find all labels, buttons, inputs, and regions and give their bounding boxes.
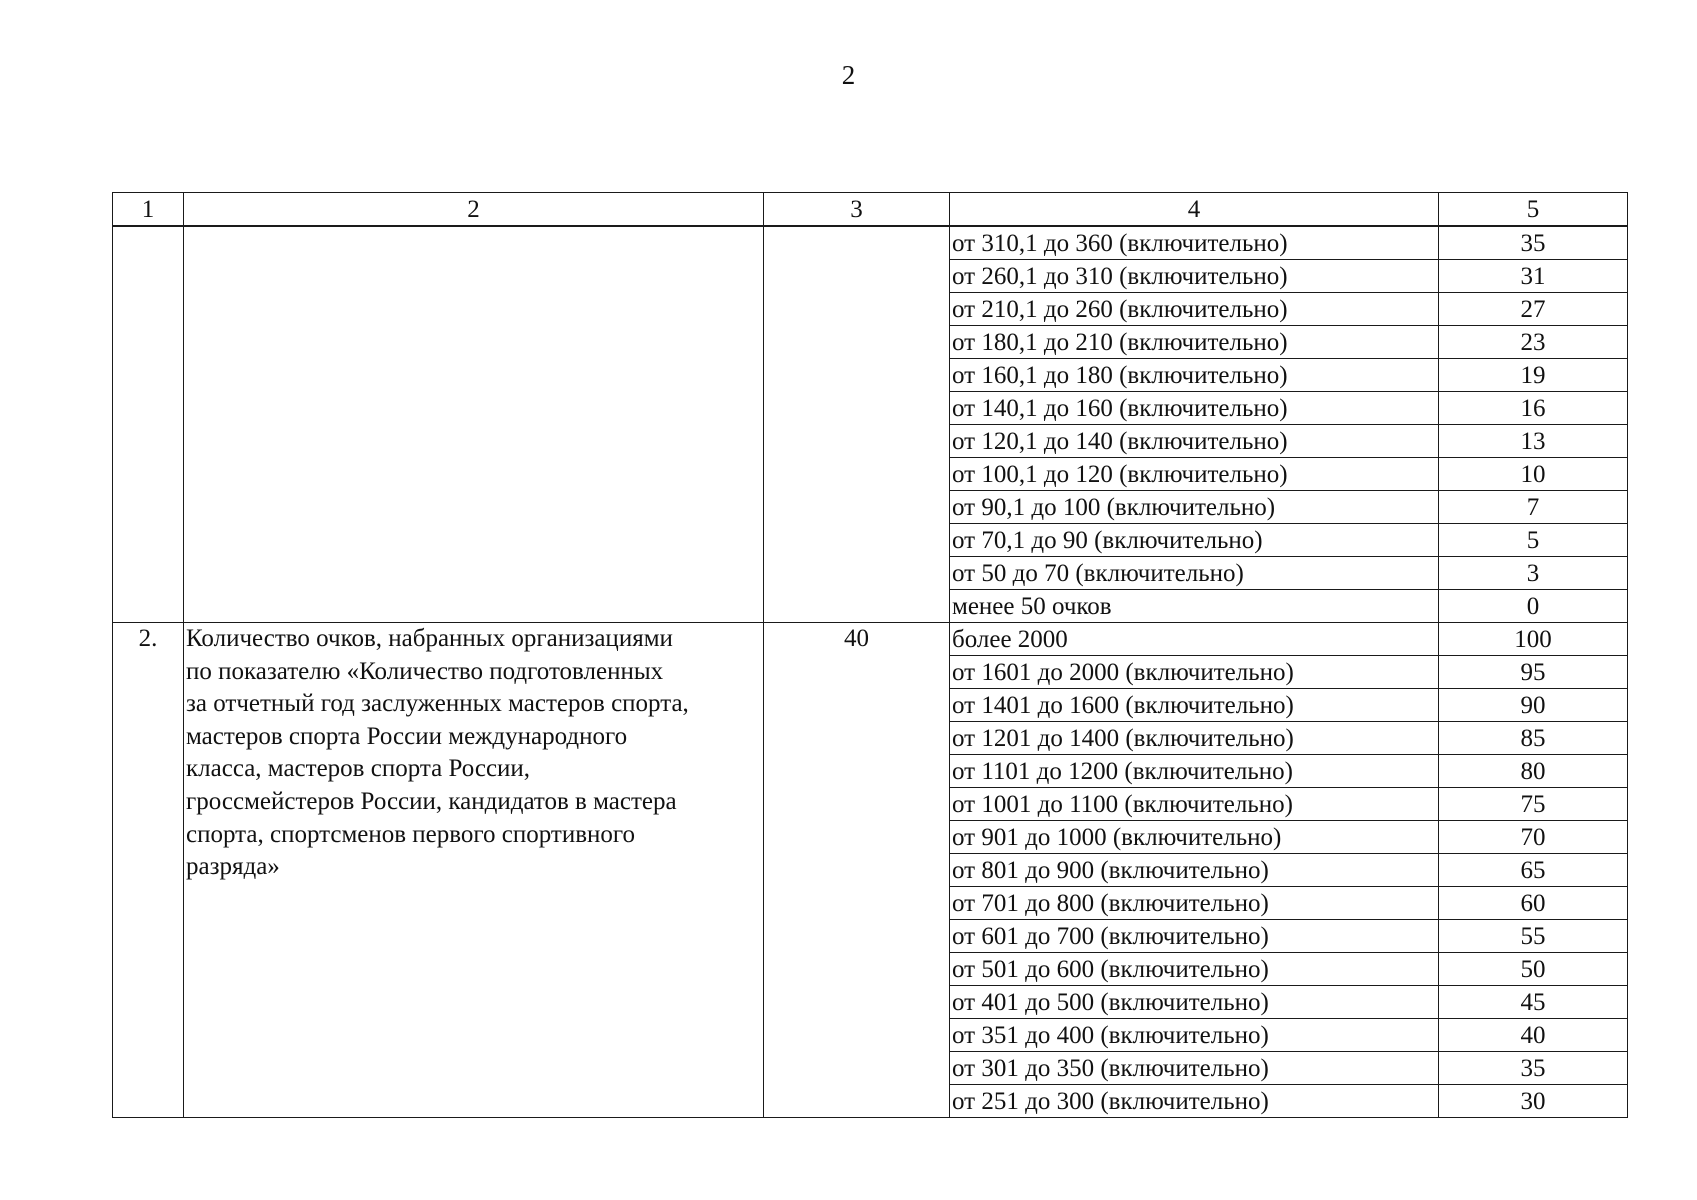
range-cell: от 160,1 до 180 (включительно) xyxy=(950,359,1439,392)
score-cell: 3 xyxy=(1439,557,1628,590)
score-cell: 65 xyxy=(1439,854,1628,887)
score-cell: 0 xyxy=(1439,590,1628,623)
range-cell: от 100,1 до 120 (включительно) xyxy=(950,458,1439,491)
range-cell: от 401 до 500 (включительно) xyxy=(950,986,1439,1019)
range-cell: от 50 до 70 (включительно) xyxy=(950,557,1439,590)
range-cell: от 180,1 до 210 (включительно) xyxy=(950,326,1439,359)
indicator-name-line: по показателю «Количество подготовленных xyxy=(186,657,664,685)
score-cell: 70 xyxy=(1439,821,1628,854)
range-cell: от 70,1 до 90 (включительно) xyxy=(950,524,1439,557)
score-cell: 55 xyxy=(1439,920,1628,953)
score-cell: 13 xyxy=(1439,425,1628,458)
score-cell: 30 xyxy=(1439,1085,1628,1118)
column-number-5: 5 xyxy=(1439,193,1628,227)
range-cell: от 701 до 800 (включительно) xyxy=(950,887,1439,920)
column-number-4: 4 xyxy=(950,193,1439,227)
indicator-name-line: разряда» xyxy=(186,853,280,881)
indicator-name-cell xyxy=(184,623,764,1118)
score-cell: 19 xyxy=(1439,359,1628,392)
range-cell: от 1001 до 1100 (включительно) xyxy=(950,788,1439,821)
range-cell: от 901 до 1000 (включительно) xyxy=(950,821,1439,854)
range-cell: от 210,1 до 260 (включительно) xyxy=(950,293,1439,326)
range-cell: от 1601 до 2000 (включительно) xyxy=(950,656,1439,689)
table-body xyxy=(113,193,1628,1118)
score-cell: 40 xyxy=(1439,1019,1628,1052)
column-number-2: 2 xyxy=(184,193,764,227)
range-cell: более 2000 xyxy=(950,623,1439,656)
range-cell: от 1201 до 1400 (включительно) xyxy=(950,722,1439,755)
score-cell: 7 xyxy=(1439,491,1628,524)
column-number-row xyxy=(113,193,1628,227)
range-cell: от 301 до 350 (включительно) xyxy=(950,1052,1439,1085)
column-number-3: 3 xyxy=(764,193,950,227)
score-cell: 35 xyxy=(1439,1052,1628,1085)
indicator-name-line: спорта, спортсменов первого спортивного xyxy=(186,820,636,848)
score-cell: 16 xyxy=(1439,392,1628,425)
range-cell: от 601 до 700 (включительно) xyxy=(950,920,1439,953)
table-row xyxy=(113,623,1628,656)
range-cell: менее 50 очков xyxy=(950,590,1439,623)
score-cell: 35 xyxy=(1439,226,1628,260)
range-cell: от 90,1 до 100 (включительно) xyxy=(950,491,1439,524)
item-number-cell: 2. xyxy=(113,623,184,1118)
score-cell: 85 xyxy=(1439,722,1628,755)
range-cell: от 120,1 до 140 (включительно) xyxy=(950,425,1439,458)
score-cell: 27 xyxy=(1439,293,1628,326)
indicator-name-line: класса, мастеров спорта России, xyxy=(186,755,531,783)
score-cell: 31 xyxy=(1439,260,1628,293)
score-cell: 10 xyxy=(1439,458,1628,491)
indicator-name-line: за отчетный год заслуженных мастеров спорта, xyxy=(186,690,689,718)
weight-cell-empty xyxy=(764,226,950,623)
range-cell: от 251 до 300 (включительно) xyxy=(950,1085,1439,1118)
range-cell: от 1401 до 1600 (включительно) xyxy=(950,689,1439,722)
criteria-table xyxy=(112,192,1628,1118)
item-number-cell-empty xyxy=(113,226,184,623)
column-number-1: 1 xyxy=(113,193,184,227)
score-cell: 95 xyxy=(1439,656,1628,689)
score-cell: 45 xyxy=(1439,986,1628,1019)
range-cell: от 1101 до 1200 (включительно) xyxy=(950,755,1439,788)
indicator-name-line: Количество очков, набранных организациями xyxy=(186,625,673,652)
range-cell: от 501 до 600 (включительно) xyxy=(950,953,1439,986)
score-cell: 100 xyxy=(1439,623,1628,656)
indicator-name-line: мастеров спорта России международного xyxy=(186,722,628,750)
score-cell: 75 xyxy=(1439,788,1628,821)
range-cell: от 351 до 400 (включительно) xyxy=(950,1019,1439,1052)
range-cell: от 260,1 до 310 (включительно) xyxy=(950,260,1439,293)
score-cell: 23 xyxy=(1439,326,1628,359)
score-cell: 50 xyxy=(1439,953,1628,986)
range-cell: от 801 до 900 (включительно) xyxy=(950,854,1439,887)
score-cell: 80 xyxy=(1439,755,1628,788)
range-cell: от 140,1 до 160 (включительно) xyxy=(950,392,1439,425)
score-cell: 90 xyxy=(1439,689,1628,722)
table-row xyxy=(113,226,1628,260)
score-cell: 5 xyxy=(1439,524,1628,557)
range-cell: от 310,1 до 360 (включительно) xyxy=(950,226,1439,260)
weight-cell: 40 xyxy=(764,623,950,1118)
page-number: 2 xyxy=(841,60,856,90)
score-cell: 60 xyxy=(1439,887,1628,920)
indicator-name-cell-empty xyxy=(184,226,764,623)
indicator-name-line: гроссмейстеров России, кандидатов в мастера xyxy=(186,787,677,815)
